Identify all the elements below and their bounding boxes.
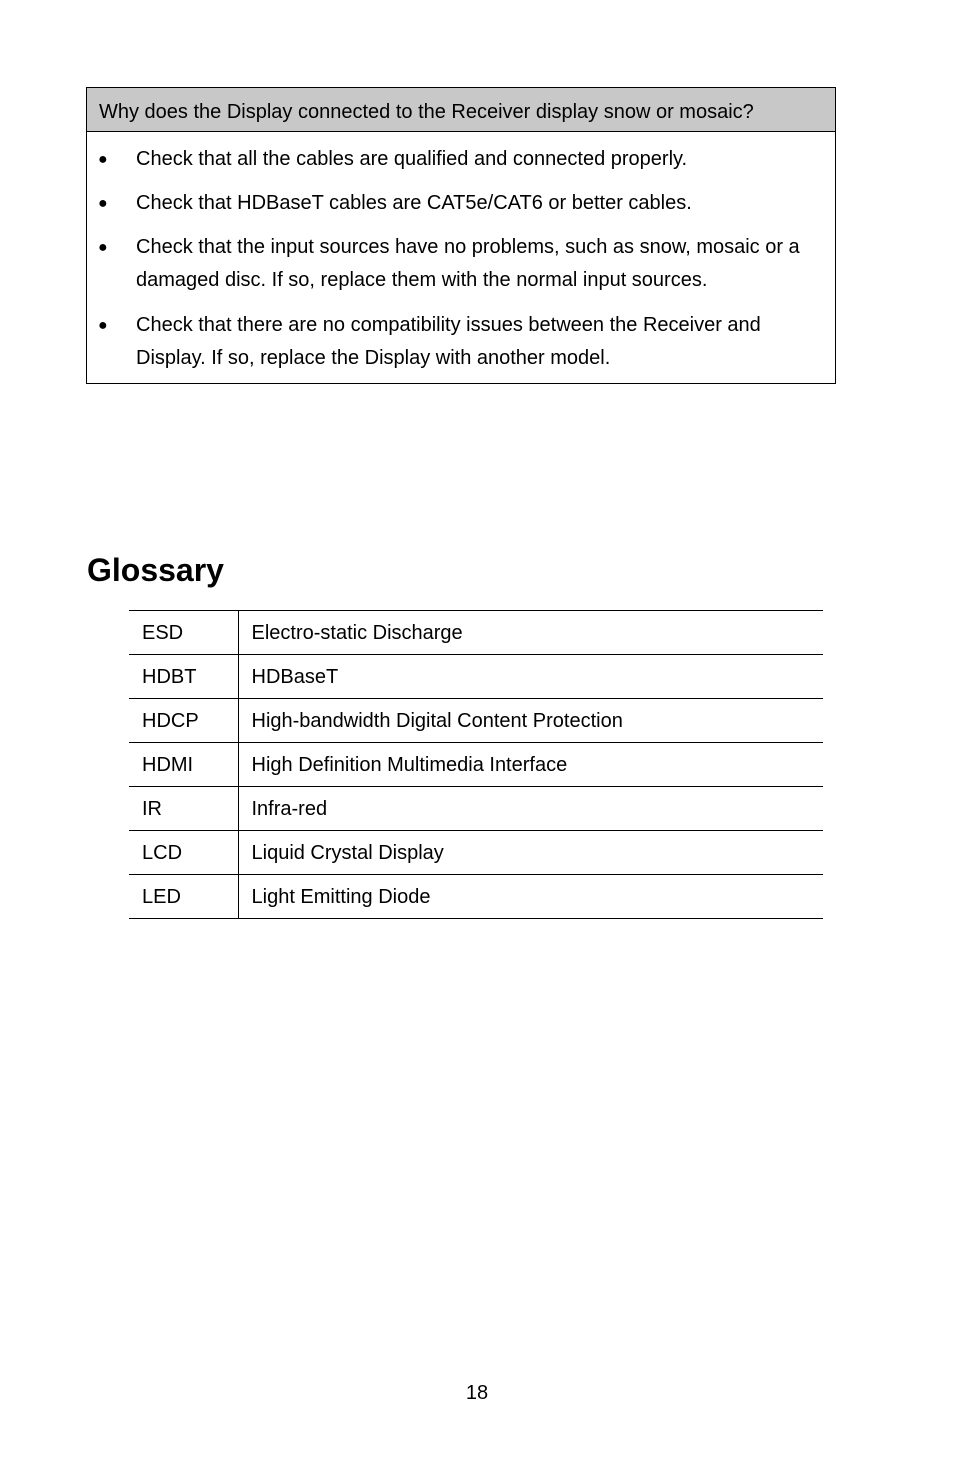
bullet-icon: ●	[98, 151, 108, 168]
bullet-icon: ●	[98, 239, 108, 256]
table-row	[129, 787, 823, 831]
glossary-abbreviation: IR	[129, 787, 238, 831]
faq-answer-text: Check that HDBaseT cables are CAT5e/CAT6 or better cables.	[136, 192, 692, 214]
glossary-abbreviation: HDMI	[129, 743, 238, 787]
table-row	[129, 655, 823, 699]
faq-box	[86, 87, 836, 384]
glossary-definition: Infra-red	[238, 787, 823, 831]
glossary-abbreviation: HDBT	[129, 655, 238, 699]
table-row	[129, 611, 823, 655]
glossary-definition: Light Emitting Diode	[238, 875, 823, 919]
faq-question: Why does the Display connected to the Receiver display snow or mosaic?	[87, 88, 835, 132]
glossary-abbreviation: HDCP	[129, 699, 238, 743]
glossary-abbreviation: LED	[129, 875, 238, 919]
table-row	[129, 699, 823, 743]
faq-answer-text: Check that the input sources have no problems, such as snow, mosaic or a damaged disc. If so, replace them with the normal input sources.	[136, 236, 800, 291]
bullet-icon: ●	[98, 195, 108, 212]
bullet-icon: ●	[98, 317, 108, 334]
glossary-abbreviation: ESD	[129, 611, 238, 655]
glossary-table	[129, 610, 823, 919]
table-row	[129, 743, 823, 787]
faq-answer-text: Check that all the cables are qualified and connected properly.	[136, 148, 688, 170]
table-row	[129, 875, 823, 919]
glossary-definition: Electro-static Discharge	[238, 611, 823, 655]
glossary-title: Glossary	[87, 552, 224, 588]
glossary-definition: HDBaseT	[238, 655, 823, 699]
glossary-definition: High-bandwidth Digital Content Protection	[238, 699, 823, 743]
table-row	[129, 831, 823, 875]
faq-answer-text: Check that there are no compatibility issues between the Receiver and Display. If so, replace the Display with another model.	[136, 314, 761, 369]
page-number: 18	[465, 1382, 489, 1404]
glossary-definition: Liquid Crystal Display	[238, 831, 823, 875]
glossary-abbreviation: LCD	[129, 831, 238, 875]
glossary-definition: High Definition Multimedia Interface	[238, 743, 823, 787]
